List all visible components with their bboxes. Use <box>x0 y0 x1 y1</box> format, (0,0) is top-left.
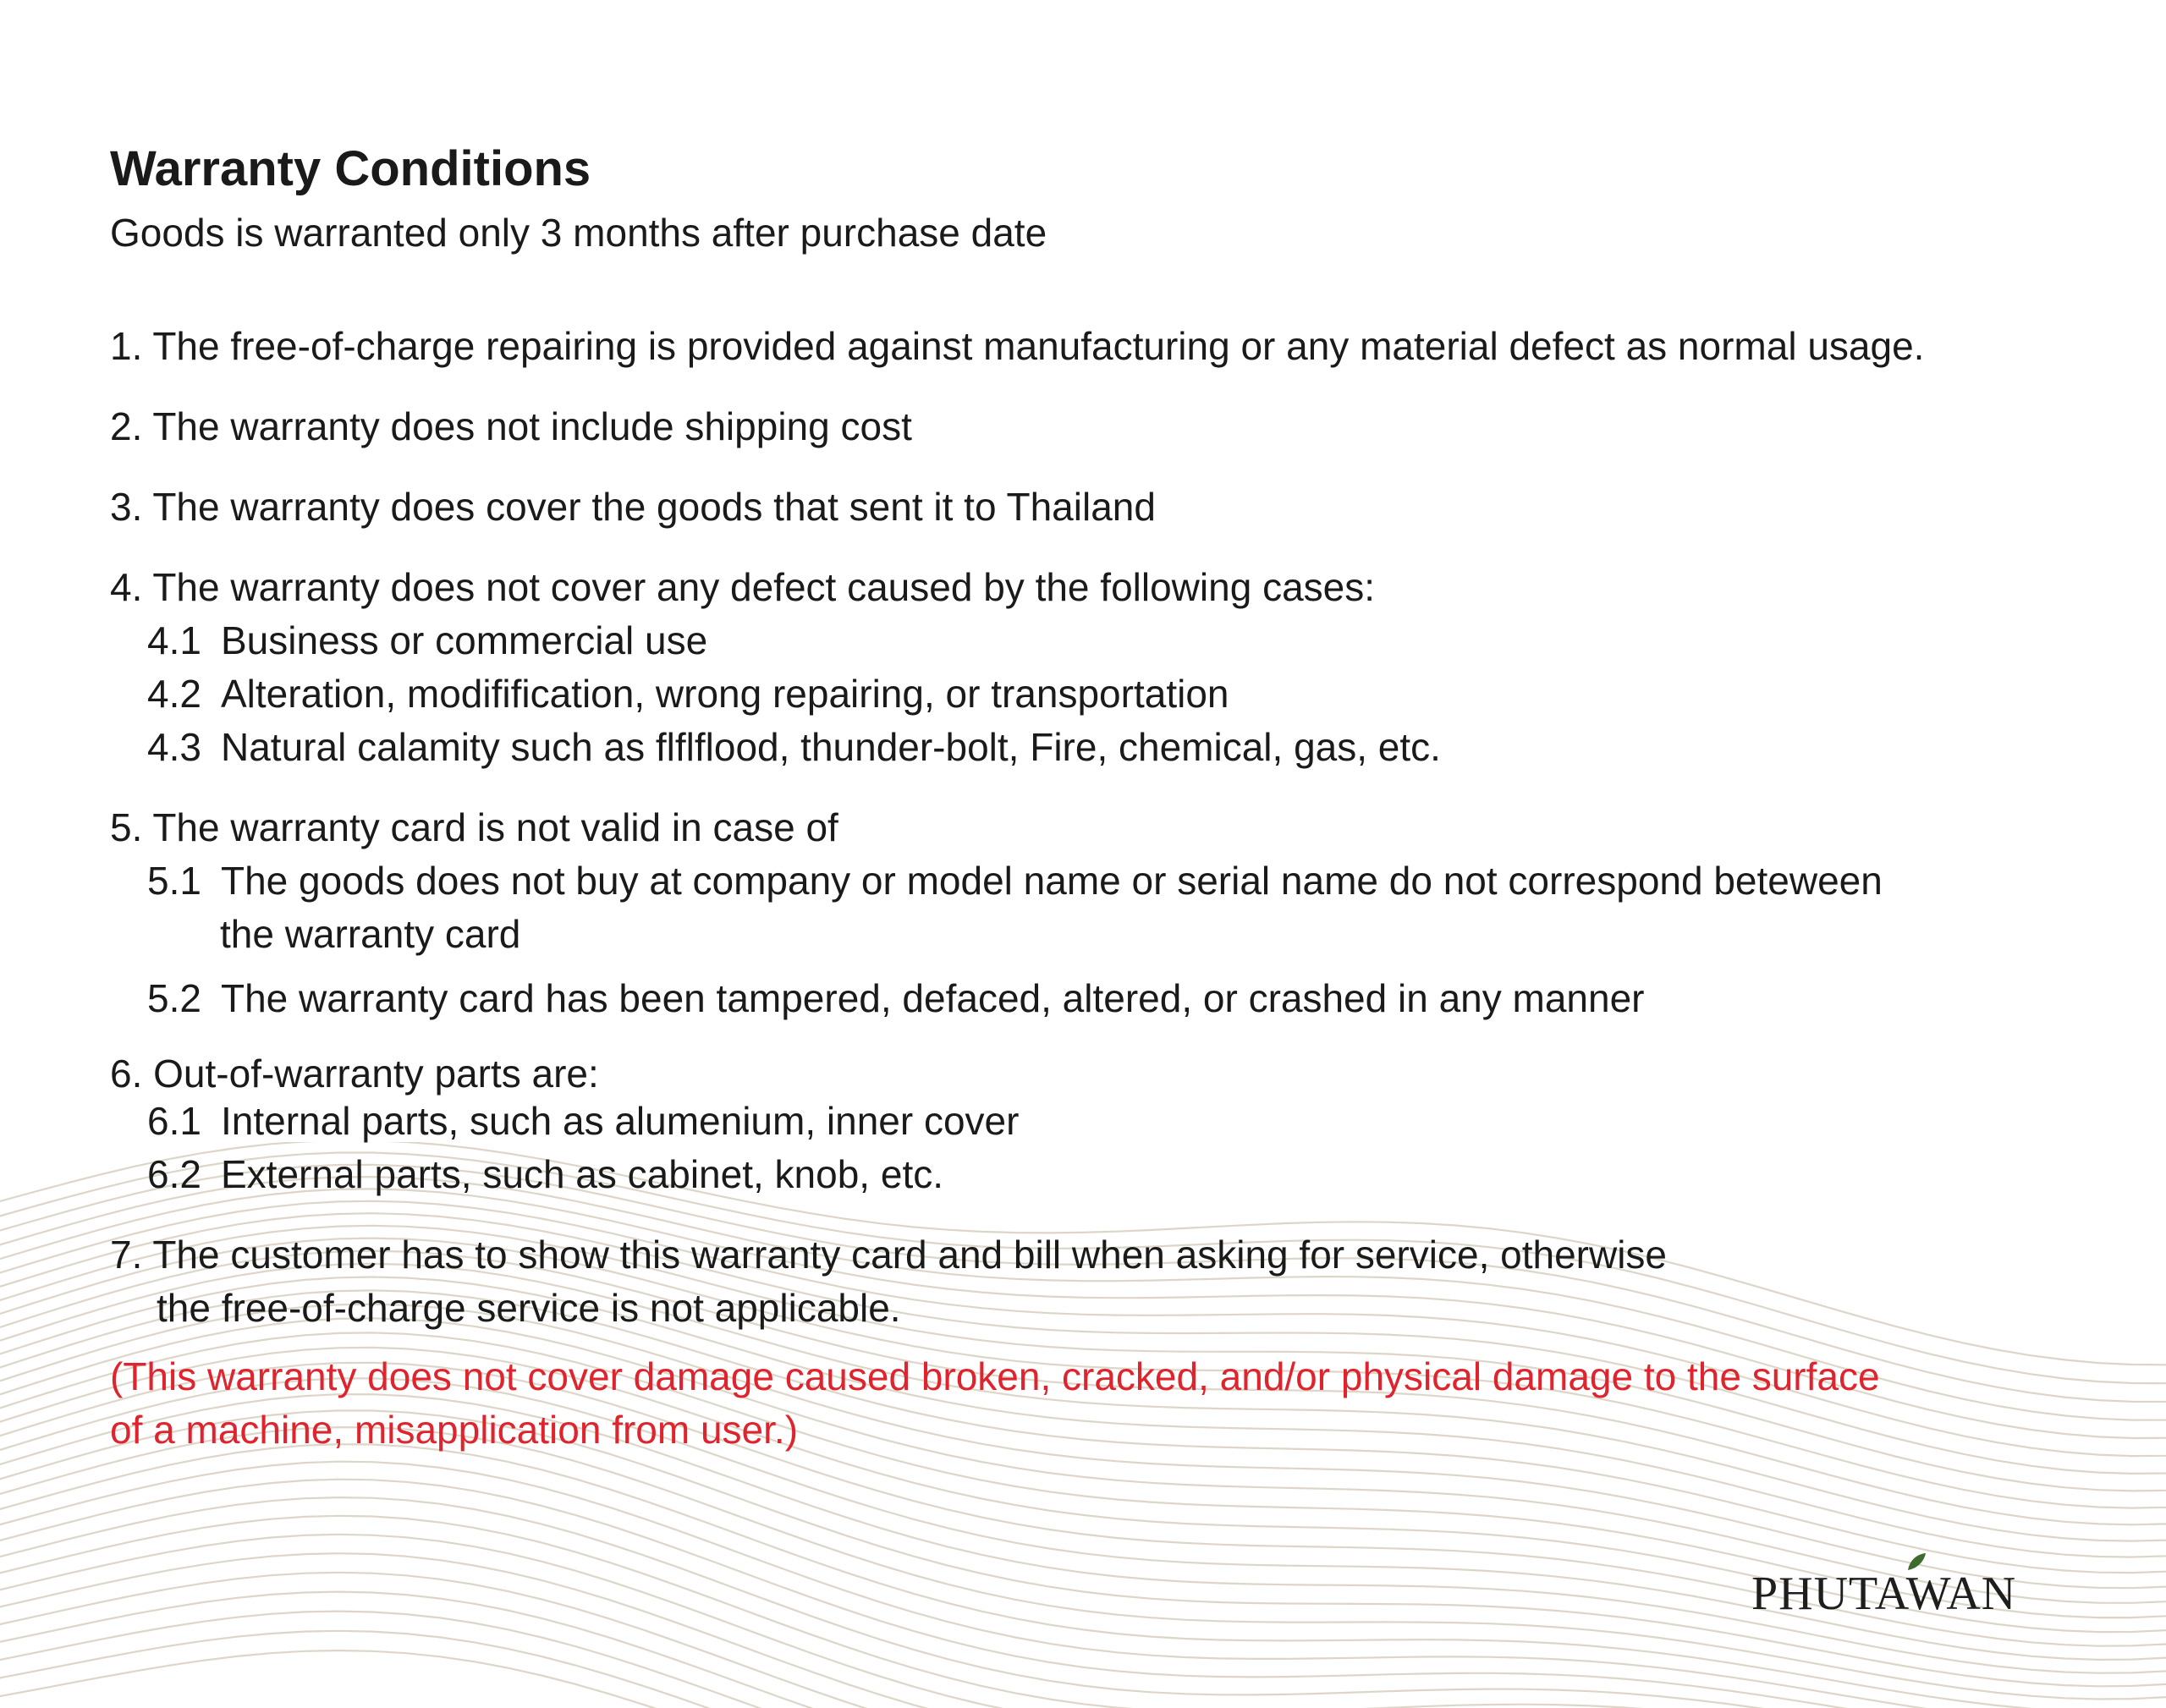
damage-exclusion-notice <box>110 1350 2081 1457</box>
notice-line-1: (This warranty does not cover damage caused broken, cracked, and/or physical damage to the surface <box>110 1354 1880 1398</box>
sub-item-6-2 <box>110 1148 2081 1201</box>
item-text: The free-of-charge repairing is provided against manufacturing or any material defect as normal usage. <box>152 324 1925 368</box>
sub-item-number: 4.2 <box>147 672 201 716</box>
sub-item-text: The warranty card has been tampered, defaced, altered, or crashed in any manner <box>221 976 1645 1020</box>
warranty-period-text: Goods is warranted only 3 months after purchase date <box>110 211 1047 255</box>
condition-item-2 <box>110 400 2081 453</box>
sub-item-5-2 <box>110 972 2081 1025</box>
sub-item-number: 6.1 <box>147 1099 201 1143</box>
item-text: The customer has to show this warranty card and bill when asking for service, otherwise <box>152 1233 1668 1277</box>
wave-line <box>0 1650 2166 1708</box>
sub-item-6-1 <box>110 1095 2081 1148</box>
sub-item-text: External parts, such as cabinet, knob, etc. <box>221 1152 944 1196</box>
notice-line-2: of a machine, misapplication from user.) <box>110 1408 799 1452</box>
sub-item-number: 4.1 <box>147 618 201 662</box>
brand-name: PHUTAWAN <box>1751 1568 2017 1620</box>
sub-item-text: Internal parts, such as alumenium, inner cover <box>221 1099 1020 1143</box>
condition-item-6 <box>110 1052 2081 1201</box>
condition-item-4 <box>110 561 2081 774</box>
item-text: The warranty card is not valid in case of <box>152 805 838 849</box>
wave-line <box>0 1631 2166 1708</box>
sub-item-text: Alteration, modifification, wrong repairing, or transportation <box>221 672 1229 716</box>
condition-item-7 <box>110 1228 2081 1335</box>
sub-item-number: 5.1 <box>147 859 201 903</box>
sub-item-text: Business or commercial use <box>221 618 708 662</box>
item-number: 6. <box>110 1052 143 1096</box>
condition-item-3 <box>110 481 2081 534</box>
item-number: 7. <box>110 1233 143 1277</box>
sub-item-4-1 <box>110 614 2081 667</box>
item-number: 5. <box>110 805 143 849</box>
brand-logo <box>1751 1558 2048 1620</box>
item-text: Out-of-warranty parts are: <box>153 1052 599 1096</box>
sub-item-number: 5.2 <box>147 976 201 1020</box>
item-number: 4. <box>110 565 143 609</box>
item-number: 2. <box>110 404 143 448</box>
condition-item-5 <box>110 801 2081 1025</box>
sub-item-number: 4.3 <box>147 725 201 769</box>
item-text: The warranty does not cover any defect caused by the following cases: <box>152 565 1376 609</box>
warranty-document <box>110 135 2081 1457</box>
item-text: The warranty does cover the goods that sent it to Thailand <box>152 485 1156 529</box>
sub-item-number: 6.2 <box>147 1152 201 1196</box>
sub-item-4-3 <box>110 721 2081 774</box>
item-continuation: the free-of-charge service is not applicable. <box>157 1286 901 1330</box>
sub-item-5-1 <box>110 854 2081 908</box>
sub-item-text: The goods does not buy at company or model name or serial name do not correspond beteween <box>221 859 1883 903</box>
sub-item-text: Natural calamity such as flflflood, thunder-bolt, Fire, chemical, gas, etc. <box>221 725 1441 769</box>
page-title: Warranty Conditions <box>110 141 591 196</box>
item-text: The warranty does not include shipping cost <box>152 404 912 448</box>
sub-item-4-2 <box>110 667 2081 721</box>
item-number: 3. <box>110 485 143 529</box>
sub-item-continuation: the warranty card <box>220 912 521 956</box>
item-number: 1. <box>110 324 143 368</box>
condition-item-1 <box>110 320 2081 373</box>
